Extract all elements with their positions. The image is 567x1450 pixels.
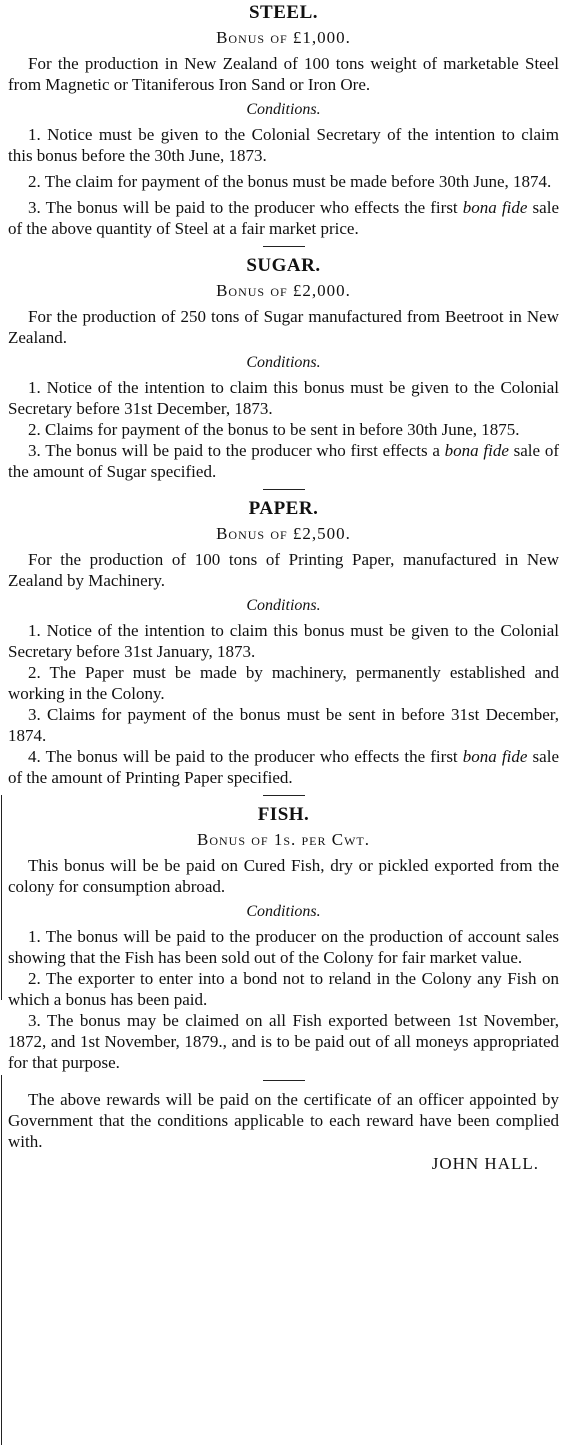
section-fish (8, 804, 559, 1073)
sugar-condition-2: 2. Claims for payment of the bonus to be sent in before 30th June, 1875. (28, 420, 520, 439)
paper-condition-4-italic: bona fide (462, 747, 528, 766)
steel-condition-3-pre: 3. The bonus will be paid to the producer who effects the first (28, 198, 463, 217)
fish-intro: This bonus will be be paid on Cured Fish, dry or pickled exported from the colony for consumption abroad. (8, 856, 559, 896)
sugar-condition-3 (8, 440, 559, 482)
section-divider (263, 246, 305, 247)
steel-condition-3 (8, 197, 559, 239)
fish-condition-3: 3. The bonus may be claimed on all Fish exported between 1st November, 1872, and 1st November, 1879., and is to be paid out of all moneys appropriated for that purpose. (8, 1011, 559, 1072)
column-rule-left (1, 1075, 2, 1445)
paper-condition-4-pre: 4. The bonus will be paid to the producer who effects the first (28, 747, 463, 766)
paper-bonus: Bonus of £2,500. (216, 524, 351, 543)
paper-condition-4 (8, 746, 559, 788)
paper-title: PAPER. (248, 498, 319, 519)
paper-condition-1: 1. Notice of the intention to claim this bonus must be given to the Colonial Secretary before 31st January, 1873. (8, 621, 559, 661)
steel-bonus: Bonus of £1,000. (216, 28, 351, 47)
closing-text: The above rewards will be paid on the certificate of an officer appointed by Government that the conditions applicable to each reward have been complied with. (8, 1090, 559, 1151)
sugar-intro: For the production of 250 tons of Sugar manufactured from Beetroot in New Zealand. (8, 307, 559, 347)
section-divider (263, 489, 305, 490)
sugar-condition-3-post: sale of the amount of Sugar specified. (8, 441, 559, 481)
fish-bonus: Bonus of 1s. per Cwt. (196, 830, 371, 849)
paper-condition-4-post: sale of the amount of Printing Paper specified. (8, 747, 559, 787)
section-steel (8, 2, 559, 239)
section-paper (8, 498, 559, 788)
steel-condition-1: 1. Notice must be given to the Colonial Secretary of the intention to claim this bonus before the 30th June, 1873. (8, 125, 559, 165)
steel-intro: For the production in New Zealand of 100 tons weight of marketable Steel from Magnetic or Titaniferous Iron Sand or Iron Ore. (8, 54, 559, 94)
steel-condition-3-post: sale of the above quantity of Steel at a fair market price. (8, 198, 559, 238)
steel-condition-2: 2. The claim for payment of the bonus must be made before 30th June, 1874. (28, 172, 552, 191)
steel-title: STEEL. (248, 2, 318, 23)
paper-condition-2: 2. The Paper must be made by machinery, permanently established and working in the Colony. (8, 663, 559, 703)
fish-condition-1: 1. The bonus will be paid to the producer on the production of account sales showing that the Fish has been sold out of the Colony for fair market value. (8, 927, 559, 967)
fish-title: FISH. (257, 804, 310, 825)
sugar-bonus: Bonus of £2,000. (216, 281, 351, 300)
sugar-condition-3-pre: 3. The bonus will be paid to the producer who first effects a (28, 441, 445, 460)
sugar-condition-1: 1. Notice of the intention to claim this bonus must be given to the Colonial Secretary before 31st December, 1873. (8, 378, 559, 418)
paper-conditions-heading: Conditions. (246, 597, 321, 614)
sugar-condition-3-italic: bona fide (444, 441, 509, 460)
paper-condition-3: 3. Claims for payment of the bonus must be sent in before 31st December, 1874. (8, 705, 559, 745)
column-rule-left (1, 795, 2, 1000)
paper-intro: For the production of 100 tons of Printing Paper, manufactured in New Zealand by Machinery. (8, 550, 559, 590)
signature: JOHN HALL. (431, 1154, 539, 1173)
section-divider (263, 795, 305, 796)
steel-condition-3-italic: bona fide (462, 198, 528, 217)
section-closing (8, 1089, 559, 1174)
sugar-title: SUGAR. (246, 255, 321, 276)
steel-conditions-heading: Conditions. (246, 101, 321, 118)
fish-conditions-heading: Conditions. (246, 903, 321, 920)
section-divider (263, 1080, 305, 1081)
section-sugar (8, 255, 559, 482)
fish-condition-2: 2. The exporter to enter into a bond not to reland in the Colony any Fish on which a bonus has been paid. (8, 969, 559, 1009)
sugar-conditions-heading: Conditions. (246, 354, 321, 371)
